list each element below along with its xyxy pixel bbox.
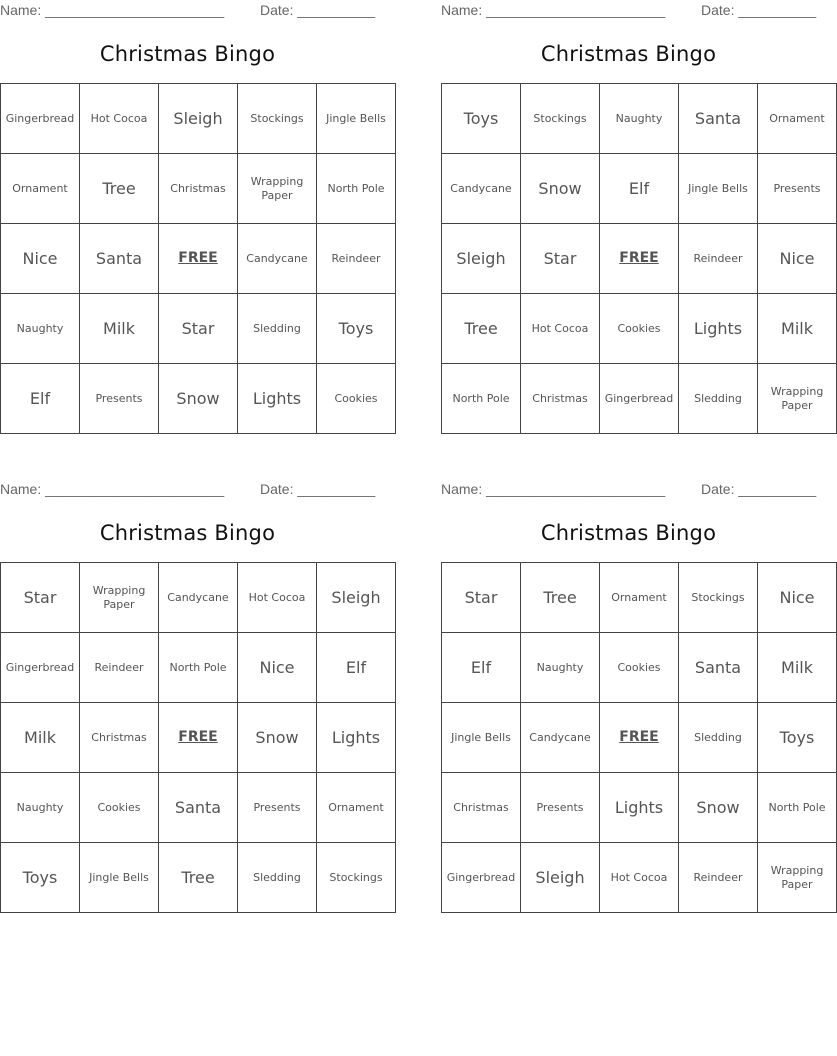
bingo-cell: Snow xyxy=(238,703,317,773)
bingo-cell: Toys xyxy=(317,294,396,364)
bingo-cell: Presents xyxy=(238,773,317,843)
bingo-row xyxy=(1,703,396,773)
bingo-cell: Ornament xyxy=(600,563,679,633)
bingo-cell: Nice xyxy=(758,563,837,633)
bingo-cell: Jingle Bells xyxy=(442,703,521,773)
bingo-cell: Ornament xyxy=(317,773,396,843)
bingo-row xyxy=(1,563,396,633)
bingo-row xyxy=(1,633,396,703)
bingo-card xyxy=(0,0,386,434)
bingo-cell: Hot Cocoa xyxy=(521,294,600,364)
bingo-cell: Elf xyxy=(442,633,521,703)
bingo-row xyxy=(442,154,837,224)
bingo-cell: Elf xyxy=(1,364,80,434)
bingo-cell: Santa xyxy=(679,84,758,154)
bingo-row xyxy=(442,84,837,154)
card-header-fields xyxy=(0,479,375,501)
date-field-label: Date: __________ xyxy=(701,2,817,18)
bingo-grid xyxy=(0,562,396,913)
bingo-cell: Presents xyxy=(521,773,600,843)
bingo-cell: Cookies xyxy=(600,633,679,703)
bingo-cell: Reindeer xyxy=(317,224,396,294)
bingo-cell: Christmas xyxy=(521,364,600,434)
bingo-cell: Christmas xyxy=(159,154,238,224)
bingo-row xyxy=(1,294,396,364)
bingo-cell: Presents xyxy=(758,154,837,224)
bingo-row xyxy=(442,563,837,633)
bingo-cell: Christmas xyxy=(442,773,521,843)
card-header-fields xyxy=(441,479,816,501)
bingo-cell: Christmas xyxy=(80,703,159,773)
card-title: Christmas Bingo xyxy=(540,42,717,66)
bingo-cell: Hot Cocoa xyxy=(80,84,159,154)
bingo-cell: Toys xyxy=(758,703,837,773)
bingo-cell: Sledding xyxy=(679,703,758,773)
bingo-cell: Sleigh xyxy=(442,224,521,294)
bingo-row xyxy=(442,703,837,773)
bingo-row xyxy=(1,773,396,843)
bingo-cell: Naughty xyxy=(1,773,80,843)
bingo-grid xyxy=(0,83,396,434)
bingo-cell: Snow xyxy=(159,364,238,434)
bingo-row xyxy=(1,843,396,913)
bingo-cell: Naughty xyxy=(600,84,679,154)
bingo-cell: Nice xyxy=(1,224,80,294)
bingo-row xyxy=(1,364,396,434)
bingo-cell: Elf xyxy=(317,633,396,703)
bingo-cell: Santa xyxy=(679,633,758,703)
bingo-cell: Ornament xyxy=(758,84,837,154)
card-title: Christmas Bingo xyxy=(99,521,276,545)
name-field-label: Name: _______________________ xyxy=(0,2,225,18)
bingo-cell: North Pole xyxy=(159,633,238,703)
bingo-cell: Gingerbread xyxy=(600,364,679,434)
bingo-cell: North Pole xyxy=(317,154,396,224)
bingo-cell: Wrapping Paper xyxy=(238,154,317,224)
bingo-cell: Stockings xyxy=(238,84,317,154)
bingo-cell: Hot Cocoa xyxy=(238,563,317,633)
bingo-cell: Lights xyxy=(317,703,396,773)
bingo-cell: Presents xyxy=(80,364,159,434)
bingo-cell: Cookies xyxy=(600,294,679,364)
card-title: Christmas Bingo xyxy=(540,521,717,545)
free-space-cell: FREE xyxy=(159,224,238,294)
bingo-cell: Stockings xyxy=(317,843,396,913)
bingo-cell: Stockings xyxy=(679,563,758,633)
bingo-cell: Candycane xyxy=(238,224,317,294)
bingo-cell: Tree xyxy=(442,294,521,364)
bingo-cell: Milk xyxy=(758,633,837,703)
bingo-cell: Tree xyxy=(159,843,238,913)
bingo-cell: Star xyxy=(442,563,521,633)
bingo-cell: Ornament xyxy=(1,154,80,224)
bingo-card xyxy=(441,0,825,434)
bingo-cell: Gingerbread xyxy=(1,84,80,154)
bingo-cell: Candycane xyxy=(442,154,521,224)
bingo-cell: Santa xyxy=(80,224,159,294)
card-header-fields xyxy=(441,0,816,22)
bingo-cell: Jingle Bells xyxy=(317,84,396,154)
bingo-cell: Jingle Bells xyxy=(679,154,758,224)
bingo-cell: Reindeer xyxy=(679,843,758,913)
bingo-cell: Lights xyxy=(600,773,679,843)
bingo-row xyxy=(442,633,837,703)
date-field-label: Date: __________ xyxy=(260,2,376,18)
bingo-cell: Wrapping Paper xyxy=(758,843,837,913)
bingo-cell: Reindeer xyxy=(679,224,758,294)
card-header-fields xyxy=(0,0,375,22)
bingo-cell: Snow xyxy=(679,773,758,843)
bingo-cell: Reindeer xyxy=(80,633,159,703)
bingo-row xyxy=(442,843,837,913)
bingo-card xyxy=(441,479,826,913)
bingo-cell: Snow xyxy=(521,154,600,224)
bingo-cell: Sleigh xyxy=(521,843,600,913)
bingo-cell: Toys xyxy=(442,84,521,154)
bingo-cell: Nice xyxy=(758,224,837,294)
bingo-cell: Gingerbread xyxy=(442,843,521,913)
bingo-cell: Cookies xyxy=(80,773,159,843)
date-field-label: Date: __________ xyxy=(701,481,817,497)
bingo-row xyxy=(442,224,837,294)
bingo-cell: Wrapping Paper xyxy=(80,563,159,633)
bingo-cell: Lights xyxy=(238,364,317,434)
bingo-cell: Candycane xyxy=(521,703,600,773)
bingo-cell: Elf xyxy=(600,154,679,224)
bingo-row xyxy=(1,224,396,294)
bingo-row xyxy=(442,294,837,364)
bingo-cell: Sledding xyxy=(238,843,317,913)
bingo-cell: Naughty xyxy=(1,294,80,364)
free-space-cell: FREE xyxy=(600,224,679,294)
bingo-cell: Wrapping Paper xyxy=(758,364,837,434)
bingo-cell: Sleigh xyxy=(159,84,238,154)
name-field-label: Name: _______________________ xyxy=(441,2,666,18)
bingo-cell: Sledding xyxy=(238,294,317,364)
bingo-cell: Tree xyxy=(80,154,159,224)
bingo-cell: Milk xyxy=(758,294,837,364)
bingo-row xyxy=(1,84,396,154)
bingo-cell: Sledding xyxy=(679,364,758,434)
bingo-cell: Milk xyxy=(1,703,80,773)
bingo-cell: Milk xyxy=(80,294,159,364)
bingo-row xyxy=(442,364,837,434)
bingo-cell: Star xyxy=(1,563,80,633)
bingo-cell: Lights xyxy=(679,294,758,364)
bingo-cell: Naughty xyxy=(521,633,600,703)
bingo-card xyxy=(0,479,384,913)
bingo-grid xyxy=(441,562,837,913)
name-field-label: Name: _______________________ xyxy=(441,481,666,497)
name-field-label: Name: _______________________ xyxy=(0,481,225,497)
free-space-cell: FREE xyxy=(600,703,679,773)
bingo-cell: Stockings xyxy=(521,84,600,154)
free-space-cell: FREE xyxy=(159,703,238,773)
bingo-grid xyxy=(441,83,837,434)
bingo-cell: Cookies xyxy=(317,364,396,434)
bingo-cell: Star xyxy=(521,224,600,294)
bingo-cell: North Pole xyxy=(758,773,837,843)
bingo-cell: Candycane xyxy=(159,563,238,633)
bingo-row xyxy=(1,154,396,224)
bingo-cell: Hot Cocoa xyxy=(600,843,679,913)
bingo-row xyxy=(442,773,837,843)
bingo-cell: Tree xyxy=(521,563,600,633)
date-field-label: Date: __________ xyxy=(260,481,376,497)
bingo-cell: Santa xyxy=(159,773,238,843)
bingo-cell: Nice xyxy=(238,633,317,703)
bingo-cell: North Pole xyxy=(442,364,521,434)
bingo-cell: Gingerbread xyxy=(1,633,80,703)
bingo-cell: Star xyxy=(159,294,238,364)
bingo-cell: Toys xyxy=(1,843,80,913)
bingo-cell: Sleigh xyxy=(317,563,396,633)
bingo-cell: Jingle Bells xyxy=(80,843,159,913)
card-title: Christmas Bingo xyxy=(99,42,276,66)
